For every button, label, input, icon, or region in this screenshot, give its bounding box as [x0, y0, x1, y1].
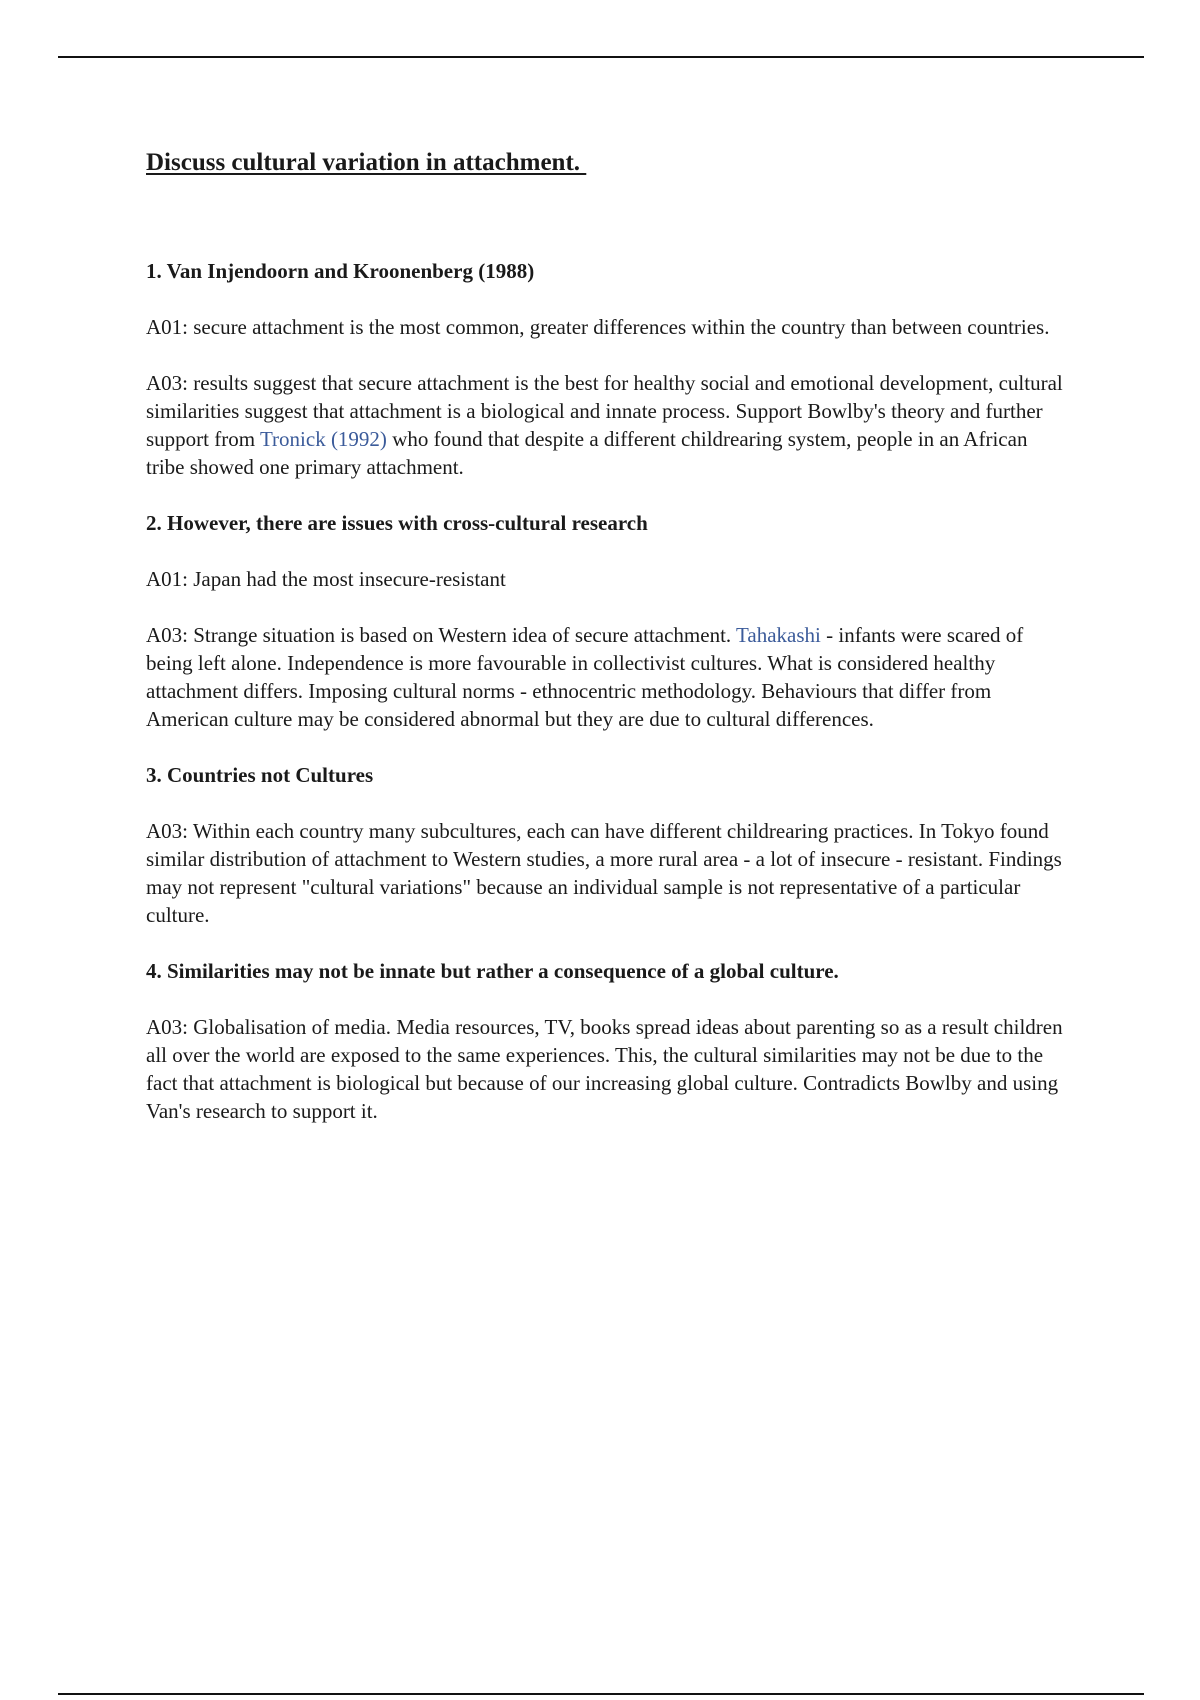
section-heading: 2. However, there are issues with cross-cultural research [146, 511, 648, 535]
document-title: Discuss cultural variation in attachment. [146, 149, 587, 176]
section-heading: 3. Countries not Cultures [146, 763, 374, 787]
paragraph-text: A03: Strange situation is based on Western idea of secure attachment. [146, 623, 737, 647]
section-1 [146, 257, 1066, 481]
section-4 [146, 957, 1066, 1125]
section-paragraph [146, 369, 1066, 481]
section-paragraph [146, 621, 1066, 733]
footer-rule [58, 1693, 1144, 1695]
section-heading: 1. Van Injendoorn and Kroonenberg (1988) [146, 259, 535, 283]
section-paragraph: A01: Japan had the most insecure-resistant [146, 567, 506, 591]
section-paragraph: A03: Within each country many subcultures, each can have different childrearing practices. In Tokyo found similar distribution of attachment to Western studies, a more rural area - a lot of insecure - resistant. Findings may not represent "cultural variations" because an individual sample is not representative of a particular culture. [146, 819, 1062, 927]
section-paragraph: A01: secure attachment is the most common, greater differences within the country than between countries. [146, 315, 1050, 339]
citation-link[interactable]: Tronick (1992) [259, 427, 387, 451]
section-heading: 4. Similarities may not be innate but rather a consequence of a global culture. [146, 959, 839, 983]
paragraph-text: who found that despite a different childrearing system, people in an African tribe showed one primary attachment. [146, 427, 1028, 479]
paragraph-text: - infants were scared of being left alone. Independence is more favourable in collectivist cultures. What is considered healthy attachment differs. Imposing cultural norms - ethnocentric methodology. Behaviours that differ from American culture may be considered abnormal but they are due to cultural differences. [146, 623, 1024, 731]
section-2 [146, 509, 1066, 733]
document-body [146, 146, 1066, 1125]
header-rule [58, 56, 1144, 58]
citation-link[interactable]: Tahakashi [736, 623, 821, 647]
section-paragraph: A03: Globalisation of media. Media resources, TV, books spread ideas about parenting so as a result children all over the world are exposed to the same experiences. This, the cultural similarities may not be due to the fact that attachment is biological but because of our increasing global culture. Contradicts Bowlby and using Van's research to support it. [146, 1015, 1063, 1123]
section-3 [146, 761, 1066, 929]
paragraph-text: A03: results suggest that secure attachment is the best for healthy social and emotional development, cultural similarities suggest that attachment is a biological and innate process. Support Bowlby's theory and further support from [146, 371, 1063, 451]
